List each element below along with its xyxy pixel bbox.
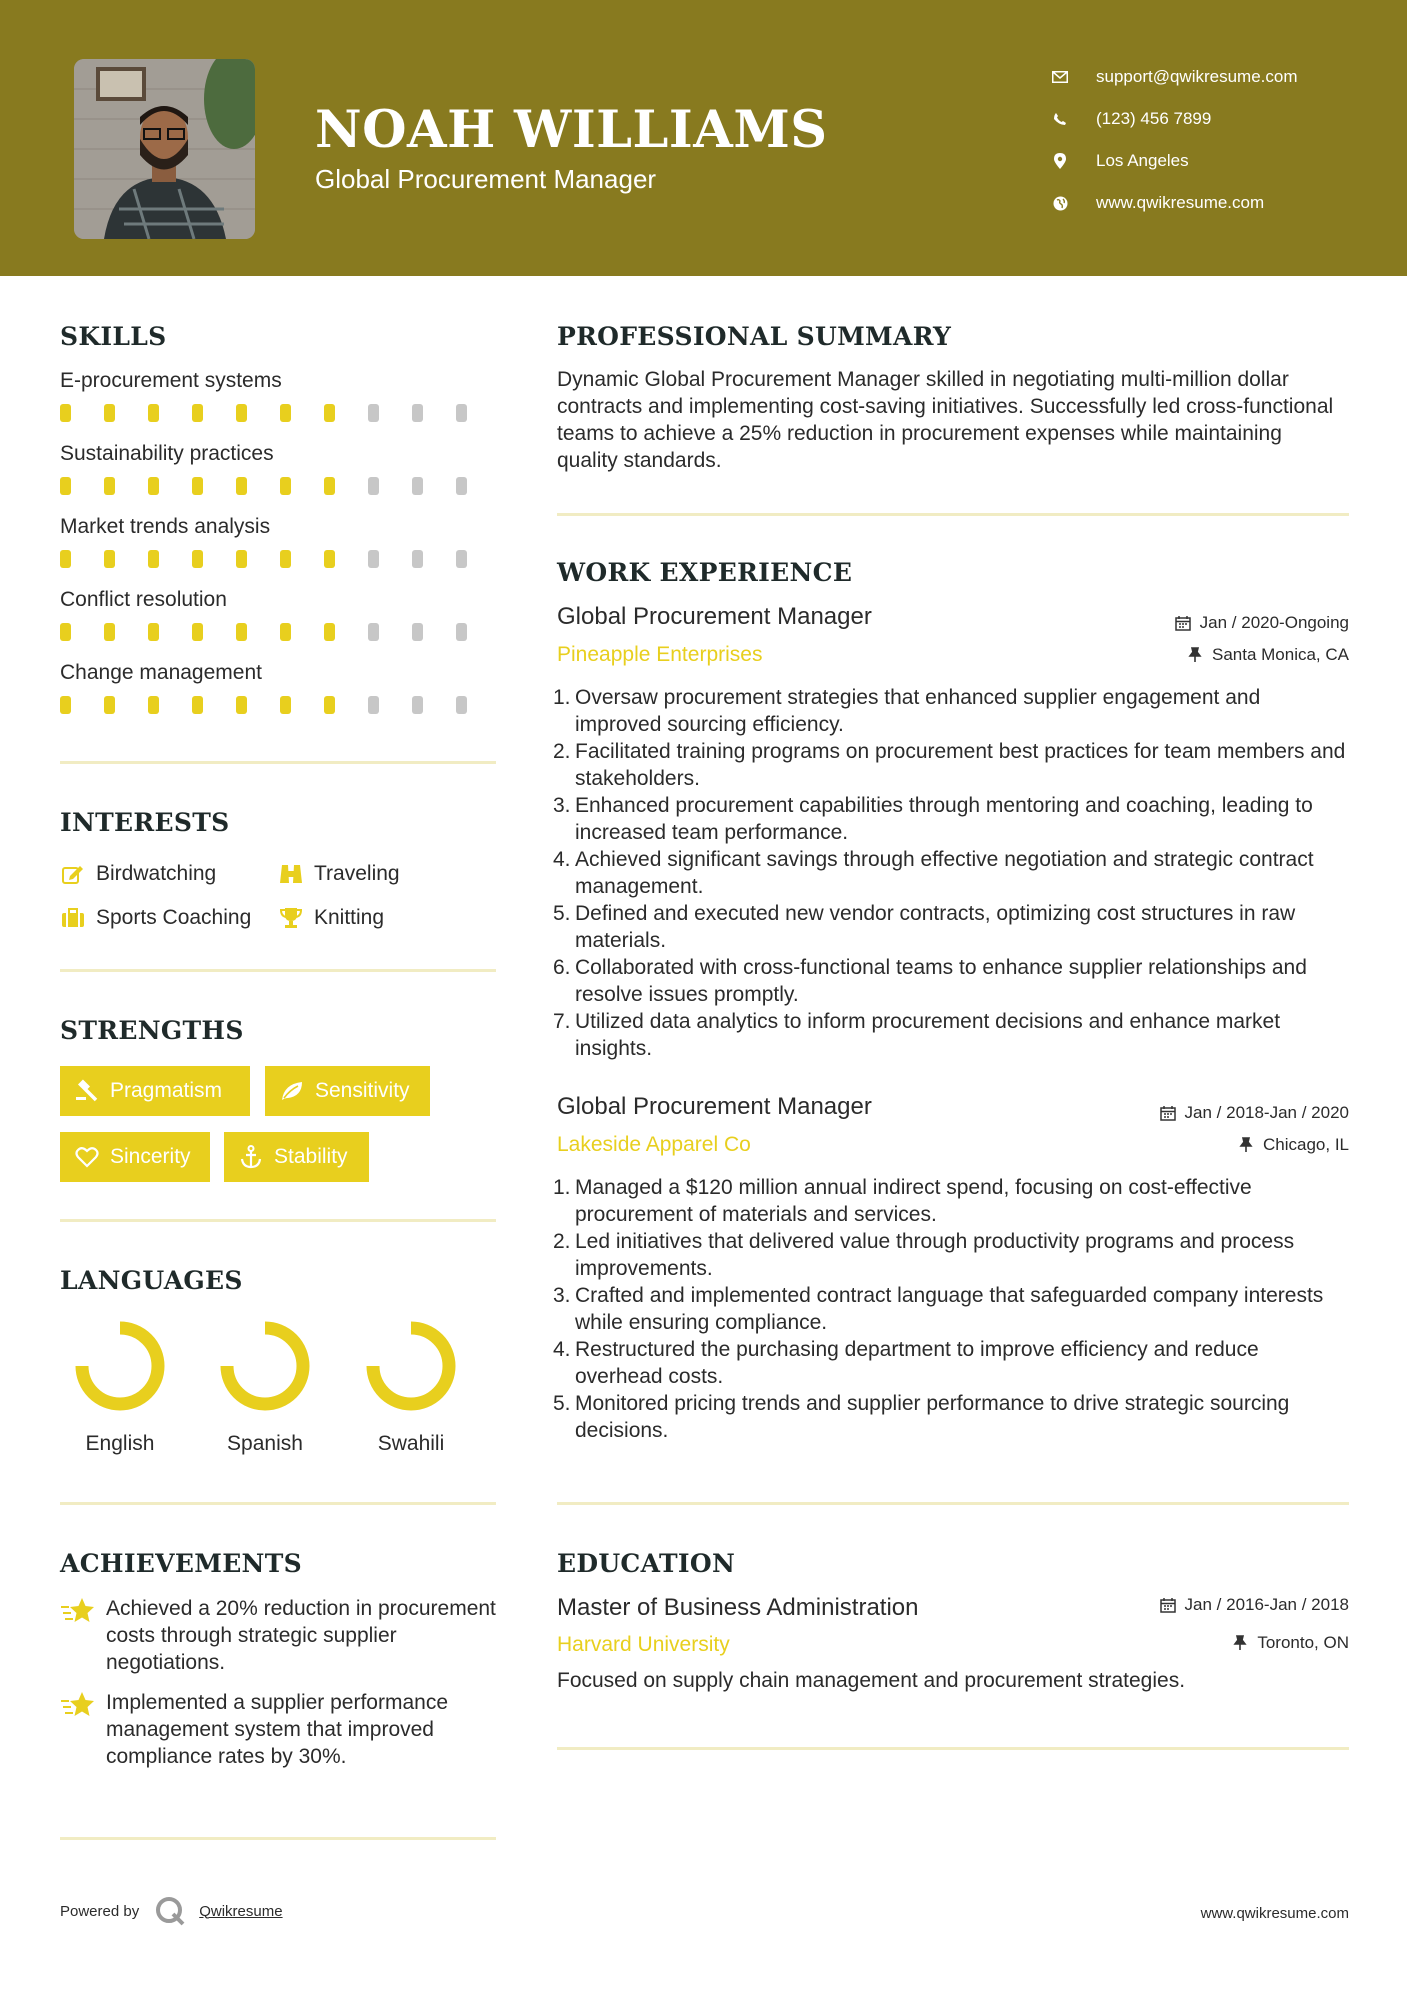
skill-dot-filled [104, 696, 115, 714]
skill-dot-filled [60, 404, 71, 422]
job-bullets [553, 684, 1347, 1062]
job-location-text: Chicago, IL [1263, 1135, 1349, 1154]
degree-title: Master of Business Administration [557, 1594, 919, 1621]
skill-item [60, 512, 500, 585]
map-marker-icon [1050, 151, 1070, 171]
skill-dot-filled [324, 404, 335, 422]
binoculars-icon [278, 861, 304, 887]
contact-list [1050, 56, 1380, 224]
section-divider [60, 761, 496, 764]
skill-dot-empty [368, 404, 379, 422]
skill-dot-filled [104, 550, 115, 568]
skill-dot-empty [368, 623, 379, 641]
skill-dot-filled [324, 696, 335, 714]
candidate-name: NOAH WILLIAMS [315, 100, 828, 160]
skill-dot-filled [148, 696, 159, 714]
contact-location [1050, 140, 1380, 182]
skill-item [60, 585, 500, 658]
job-title: Global Procurement Manager [557, 603, 872, 630]
section-divider [60, 1502, 496, 1505]
skills-title: SKILLS [60, 322, 167, 351]
trophy-icon [278, 905, 304, 931]
section-divider [60, 1219, 496, 1222]
language-gauge [363, 1318, 459, 1414]
job-location-text: Santa Monica, CA [1211, 645, 1349, 664]
skill-dot-empty [368, 696, 379, 714]
job-location [1186, 645, 1349, 665]
skill-rating [60, 623, 500, 641]
skill-rating [60, 696, 500, 714]
job-bullet: 2. Facilitated training programs on procurement best practices for team members and stakeholders. [553, 740, 1346, 790]
skill-dot-empty [456, 550, 467, 568]
strength-label: Pragmatism [110, 1079, 223, 1102]
skill-dot-empty [456, 477, 467, 495]
section-divider [557, 1747, 1349, 1750]
skill-label: Conflict resolution [60, 588, 227, 611]
achievements-title: ACHIEVEMENTS [60, 1549, 302, 1578]
contact-email-text: support@qwikresume.com [1096, 67, 1298, 86]
strength-tag [60, 1132, 210, 1182]
achievement-text: Achieved a 20% reduction in procurement costs through strategic supplier negotiations. [106, 1597, 496, 1674]
language-level-arc [373, 1328, 449, 1404]
experience-title: WORK EXPERIENCE [557, 558, 853, 587]
section-divider [60, 1837, 496, 1840]
language-label: Swahili [377, 1432, 445, 1455]
strength-label: Stability [274, 1145, 348, 1168]
briefcase-icon [60, 905, 86, 931]
edit-icon [60, 861, 86, 887]
job-bullet: 1. Managed a $120 million annual indirect spend, focusing on cost-effective procurement of materials and services. [553, 1176, 1252, 1226]
strength-tag [224, 1132, 369, 1182]
education-description: Focused on supply chain management and procurement strategies. [557, 1669, 1186, 1692]
contact-email[interactable] [1050, 56, 1380, 98]
skill-dot-empty [456, 404, 467, 422]
education-location-text: Toronto, ON [1257, 1633, 1349, 1652]
company-name: Lakeside Apparel Co [557, 1133, 751, 1156]
language-item [55, 1318, 185, 1456]
skill-label: Change management [60, 661, 262, 684]
skill-dot-filled [236, 404, 247, 422]
skill-dot-filled [324, 477, 335, 495]
summary-title: PROFESSIONAL SUMMARY [557, 322, 952, 351]
skill-dot-filled [104, 477, 115, 495]
language-level-arc [227, 1328, 303, 1404]
interest-item [60, 861, 278, 887]
interest-item [278, 905, 384, 931]
skill-item [60, 658, 500, 731]
resume-header [0, 0, 1407, 276]
language-level-arc [82, 1328, 158, 1404]
profile-photo [74, 59, 255, 239]
skill-dot-filled [324, 550, 335, 568]
school-name: Harvard University [557, 1633, 730, 1656]
skill-dot-empty [368, 550, 379, 568]
section-divider [60, 969, 496, 972]
language-label: English [85, 1432, 155, 1455]
pin-icon [1231, 1634, 1249, 1652]
skill-dot-filled [236, 623, 247, 641]
language-gauge [72, 1318, 168, 1414]
strength-label: Sincerity [110, 1145, 191, 1168]
skill-dot-filled [148, 550, 159, 568]
qwikresume-link[interactable]: Qwikresume [199, 1902, 283, 1920]
star-icon [60, 1689, 96, 1719]
strength-tag [60, 1066, 250, 1116]
skill-dot-filled [148, 623, 159, 641]
job-bullet: 4. Restructured the purchasing department to improve efficiency and reduce overhead costs. [553, 1338, 1259, 1388]
skill-dot-empty [412, 623, 423, 641]
skill-dot-empty [456, 623, 467, 641]
star-icon [60, 1595, 96, 1625]
skill-dot-filled [192, 623, 203, 641]
contact-phone[interactable] [1050, 98, 1380, 140]
summary-text: Dynamic Global Procurement Manager skilled in negotiating multi-million dollar contracts and implementing cost-saving initiatives. Successfully led cross-functional teams to achieve a 25% reduction in procurement expenses while maintaining quality standards. [557, 368, 1334, 472]
qwikresume-logo-icon [155, 1896, 185, 1926]
education-dates [1159, 1595, 1349, 1615]
skill-dot-filled [236, 696, 247, 714]
skill-dot-filled [280, 696, 291, 714]
education-dates-text: Jan / 2016-Jan / 2018 [1184, 1595, 1349, 1614]
skill-dot-filled [324, 623, 335, 641]
skill-dot-filled [60, 696, 71, 714]
interest-label: Traveling [314, 862, 400, 885]
strength-label: Sensitivity [315, 1079, 410, 1102]
skill-dot-filled [280, 477, 291, 495]
achievement-item [60, 1595, 500, 1676]
job-dates-text: Jan / 2018-Jan / 2020 [1184, 1103, 1349, 1122]
job-location [1237, 1135, 1349, 1155]
skill-rating [60, 404, 500, 422]
job-bullet: 6. Collaborated with cross-functional teams to enhance supplier relationships and resolve issues promptly. [553, 956, 1307, 1006]
powered-by-text: Powered by [60, 1902, 140, 1920]
calendar-icon [1159, 1596, 1177, 1614]
skill-dot-filled [60, 477, 71, 495]
language-item [200, 1318, 330, 1456]
language-label: Spanish [227, 1432, 303, 1455]
footer-url[interactable]: www.qwikresume.com [1200, 1905, 1349, 1922]
job-bullet: 5. Defined and executed new vendor contracts, optimizing cost structures in raw materials. [553, 902, 1296, 952]
skills-list [60, 366, 500, 731]
skill-dot-filled [60, 623, 71, 641]
skill-dot-filled [236, 550, 247, 568]
skill-dot-empty [412, 696, 423, 714]
interest-label: Birdwatching [96, 862, 217, 885]
pin-icon [1186, 646, 1204, 664]
achievement-item [60, 1689, 500, 1770]
skill-rating [60, 550, 500, 568]
anchor-icon [238, 1144, 264, 1170]
skill-dot-filled [104, 404, 115, 422]
job-dates [1159, 1103, 1349, 1123]
company-name: Pineapple Enterprises [557, 643, 763, 666]
job-dates-text: Jan / 2020-Ongoing [1199, 613, 1349, 632]
skill-dot-filled [148, 404, 159, 422]
education-title: EDUCATION [557, 1549, 736, 1578]
skill-label: E-procurement systems [60, 369, 282, 392]
candidate-title: Global Procurement Manager [315, 164, 657, 194]
globe-icon [1050, 193, 1070, 213]
skill-dot-filled [280, 550, 291, 568]
skill-dot-filled [104, 623, 115, 641]
skill-item [60, 366, 500, 439]
interests-title: INTERESTS [60, 808, 230, 837]
leaf-icon [279, 1078, 305, 1104]
calendar-icon [1174, 614, 1192, 632]
interest-label: Sports Coaching [96, 906, 252, 929]
section-divider [557, 513, 1349, 516]
interests-list [60, 852, 500, 940]
skill-label: Market trends analysis [60, 515, 271, 538]
skill-rating [60, 477, 500, 495]
job-bullet: 1. Oversaw procurement strategies that enhanced supplier engagement and improved sourcing efficiency. [553, 686, 1261, 736]
skill-dot-filled [280, 404, 291, 422]
skill-dot-filled [192, 696, 203, 714]
job-bullets [553, 1174, 1347, 1444]
gavel-icon [74, 1078, 100, 1104]
interest-label: Knitting [314, 906, 385, 929]
skill-dot-empty [368, 477, 379, 495]
interest-item [278, 861, 400, 887]
strength-tag [265, 1066, 430, 1116]
skill-item [60, 439, 500, 512]
language-item [346, 1318, 476, 1456]
job-bullet: 3. Enhanced procurement capabilities through mentoring and coaching, leading to increased team performance. [553, 794, 1313, 844]
skill-dot-empty [412, 550, 423, 568]
contact-website[interactable] [1050, 182, 1380, 224]
skill-label: Sustainability practices [60, 442, 274, 465]
envelope-icon [1050, 67, 1070, 87]
job-bullet: 5. Monitored pricing trends and supplier performance to drive strategic sourcing decisions. [553, 1392, 1290, 1442]
pin-icon [1237, 1136, 1255, 1154]
contact-phone-text: (123) 456 7899 [1096, 109, 1212, 128]
education-location [1231, 1633, 1349, 1653]
job-title: Global Procurement Manager [557, 1093, 872, 1120]
skill-dot-filled [192, 477, 203, 495]
skill-dot-empty [412, 404, 423, 422]
contact-location-text: Los Angeles [1096, 151, 1189, 170]
interest-item [60, 905, 278, 931]
calendar-icon [1159, 1104, 1177, 1122]
skill-dot-filled [280, 623, 291, 641]
contact-website-text: www.qwikresume.com [1096, 193, 1265, 212]
skill-dot-filled [148, 477, 159, 495]
skill-dot-filled [192, 404, 203, 422]
footer-powered-by [60, 1896, 283, 1926]
job-bullet: 2. Led initiatives that delivered value through productivity programs and process improvements. [553, 1230, 1295, 1280]
skill-dot-filled [60, 550, 71, 568]
job-bullet: 3. Crafted and implemented contract language that safeguarded company interests while ensuring compliance. [553, 1284, 1324, 1334]
job-bullet: 4. Achieved significant savings through effective negotiation and strategic contract management. [553, 848, 1314, 898]
skill-dot-filled [236, 477, 247, 495]
skill-dot-empty [456, 696, 467, 714]
languages-title: LANGUAGES [60, 1266, 243, 1295]
heart-icon [74, 1144, 100, 1170]
job-dates [1174, 613, 1349, 633]
language-gauge [217, 1318, 313, 1414]
skill-dot-empty [412, 477, 423, 495]
phone-icon [1050, 109, 1070, 129]
strengths-title: STRENGTHS [60, 1016, 244, 1045]
section-divider [557, 1502, 1349, 1505]
achievement-text: Implemented a supplier performance management system that improved compliance rates by 30%. [106, 1691, 449, 1768]
skill-dot-filled [192, 550, 203, 568]
job-bullet: 7. Utilized data analytics to inform procurement decisions and enhance market insights. [553, 1010, 1281, 1060]
